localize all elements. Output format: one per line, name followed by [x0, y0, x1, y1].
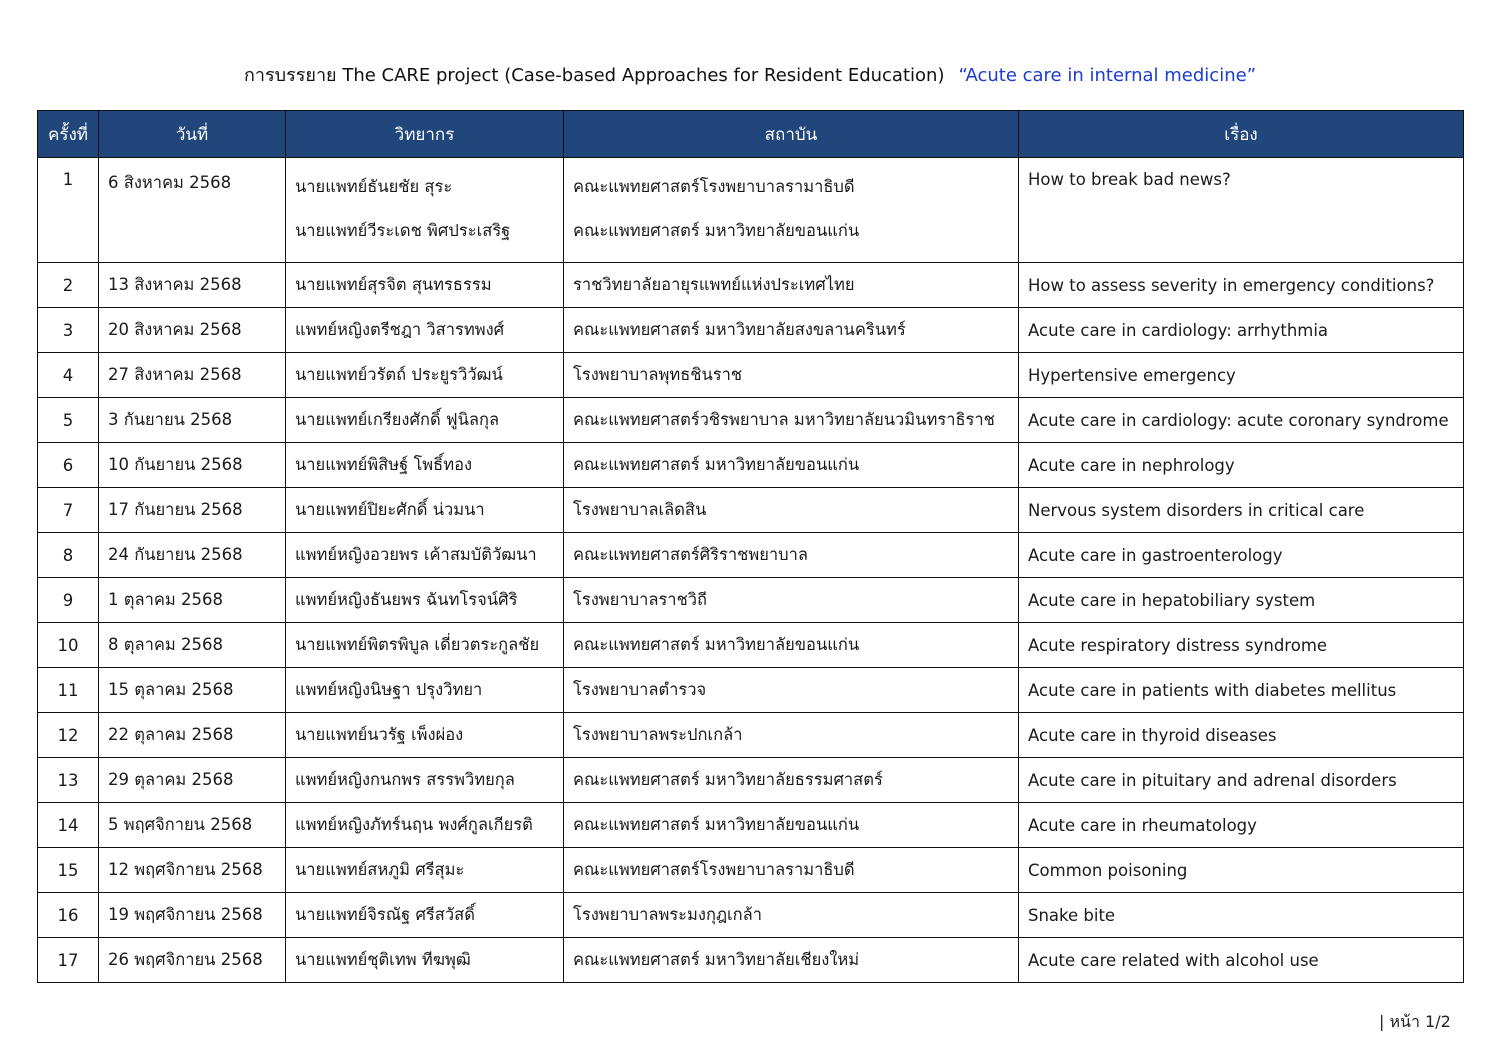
row-topic: Acute care in thyroid diseases — [1019, 713, 1464, 758]
row-date: 6 สิงหาคม 2568 — [99, 158, 286, 263]
row-date: 15 ตุลาคม 2568 — [99, 668, 286, 713]
row-date: 8 ตุลาคม 2568 — [99, 623, 286, 668]
row-date: 29 ตุลาคม 2568 — [99, 758, 286, 803]
row-date: 13 สิงหาคม 2568 — [99, 263, 286, 308]
row-number: 6 — [38, 443, 99, 488]
row-institution: โรงพยาบาลตำรวจ — [564, 668, 1019, 713]
row-institution: ราชวิทยาลัยอายุรแพทย์แห่งประเทศไทย — [564, 263, 1019, 308]
row-institution: คณะแพทยศาสตร์ มหาวิทยาลัยเชียงใหม่ — [564, 938, 1019, 983]
row-institution: คณะแพทยศาสตร์ มหาวิทยาลัยขอนแก่น — [564, 623, 1019, 668]
row-date: 3 กันยายน 2568 — [99, 398, 286, 443]
row-institution: โรงพยาบาลเลิดสิน — [564, 488, 1019, 533]
row-number: 3 — [38, 308, 99, 353]
row-institution: คณะแพทยศาสตร์ มหาวิทยาลัยสงขลานครินทร์ — [564, 308, 1019, 353]
row-topic: Acute care in hepatobiliary system — [1019, 578, 1464, 623]
table-row — [38, 578, 1464, 623]
table-row — [38, 158, 1464, 263]
table-header-row — [38, 111, 1464, 158]
row-topic: Hypertensive emergency — [1019, 353, 1464, 398]
table-row — [38, 488, 1464, 533]
row-topic: Snake bite — [1019, 893, 1464, 938]
row-number: 11 — [38, 668, 99, 713]
table-row — [38, 893, 1464, 938]
row-speaker: แพทย์หญิงอวยพร เค้าสมบัติวัฒนา — [286, 533, 564, 578]
row-speaker: แพทย์หญิงตรีชฎา วิสารทพงศ์ — [286, 308, 564, 353]
row-number: 13 — [38, 758, 99, 803]
table-row — [38, 533, 1464, 578]
table-row — [38, 938, 1464, 983]
row-institution: โรงพยาบาลพระปกเกล้า — [564, 713, 1019, 758]
row-topic: Acute care in patients with diabetes mellitus — [1019, 668, 1464, 713]
row-number: 4 — [38, 353, 99, 398]
table-row — [38, 353, 1464, 398]
row-number: 5 — [38, 398, 99, 443]
row-speaker: แพทย์หญิงนิษฐา ปรุงวิทยา — [286, 668, 564, 713]
row-topic: How to assess severity in emergency conditions? — [1019, 263, 1464, 308]
row-date: 22 ตุลาคม 2568 — [99, 713, 286, 758]
table-row — [38, 263, 1464, 308]
row-institution: คณะแพทยศาสตร์ มหาวิทยาลัยขอนแก่น — [564, 803, 1019, 848]
title-accent: “Acute care in internal medicine” — [958, 65, 1257, 86]
row-date: 19 พฤศจิกายน 2568 — [99, 893, 286, 938]
table-row — [38, 398, 1464, 443]
row-date: 26 พฤศจิกายน 2568 — [99, 938, 286, 983]
row-institution — [564, 158, 1019, 263]
row-number: 15 — [38, 848, 99, 893]
row-topic: Acute care in rheumatology — [1019, 803, 1464, 848]
row-speaker: นายแพทย์พิตรพิบูล เดี่ยวตระกูลชัย — [286, 623, 564, 668]
row-topic: Common poisoning — [1019, 848, 1464, 893]
row-date: 1 ตุลาคม 2568 — [99, 578, 286, 623]
row-speaker: แพทย์หญิงกนกพร สรรพวิทยกุล — [286, 758, 564, 803]
row-speaker: นายแพทย์ปิยะศักดิ์ น่วมนา — [286, 488, 564, 533]
row-speaker: นายแพทย์จิรณัฐ ศรีสวัสดิ์ — [286, 893, 564, 938]
row-topic: Acute care in pituitary and adrenal disorders — [1019, 758, 1464, 803]
row-number: 7 — [38, 488, 99, 533]
row-speaker: นายแพทย์ชุติเทพ ทีฆพุฒิ — [286, 938, 564, 983]
row-number: 16 — [38, 893, 99, 938]
table-row — [38, 668, 1464, 713]
row-number: 14 — [38, 803, 99, 848]
table-row — [38, 758, 1464, 803]
row-date: 17 กันยายน 2568 — [99, 488, 286, 533]
row-topic: Acute respiratory distress syndrome — [1019, 623, 1464, 668]
row-number: 10 — [38, 623, 99, 668]
row-number: 2 — [38, 263, 99, 308]
row-date: 12 พฤศจิกายน 2568 — [99, 848, 286, 893]
table-body — [38, 158, 1464, 983]
row-topic: Acute care in cardiology: acute coronary syndrome — [1019, 398, 1464, 443]
table-row — [38, 713, 1464, 758]
row-speaker: นายแพทย์นวรัฐ เพ็งผ่อง — [286, 713, 564, 758]
row-topic: Acute care related with alcohol use — [1019, 938, 1464, 983]
row-institution: คณะแพทยศาสตร์วชิรพยาบาล มหาวิทยาลัยนวมินทราธิราช — [564, 398, 1019, 443]
row-topic: Nervous system disorders in critical care — [1019, 488, 1464, 533]
row-institution: คณะแพทยศาสตร์ มหาวิทยาลัยขอนแก่น — [564, 443, 1019, 488]
row-number: 9 — [38, 578, 99, 623]
row-institution: โรงพยาบาลพระมงกุฎเกล้า — [564, 893, 1019, 938]
row-speaker-line: นายแพทย์ธันยชัย สุระ — [295, 177, 453, 196]
row-speaker: แพทย์หญิงธันยพร ฉันทโรจน์ศิริ — [286, 578, 564, 623]
page-number: | หน้า 1/2 — [1379, 1012, 1451, 1031]
row-institution: โรงพยาบาลพุทธชินราช — [564, 353, 1019, 398]
column-header-date: วันที่ — [99, 111, 286, 158]
row-speaker: นายแพทย์วรัตถ์ ประยูรวิวัฒน์ — [286, 353, 564, 398]
row-topic: Acute care in cardiology: arrhythmia — [1019, 308, 1464, 353]
row-number: 8 — [38, 533, 99, 578]
column-header-speaker: วิทยากร — [286, 111, 564, 158]
table-row — [38, 848, 1464, 893]
column-header-institution: สถาบัน — [564, 111, 1019, 158]
row-institution: โรงพยาบาลราชวิถี — [564, 578, 1019, 623]
table-row — [38, 443, 1464, 488]
row-institution: คณะแพทยศาสตร์โรงพยาบาลรามาธิบดี — [564, 848, 1019, 893]
row-speaker: นายแพทย์สุรจิต สุนทรธรรม — [286, 263, 564, 308]
row-speaker: แพทย์หญิงภัทร์นฤน พงศ์กูลเกียรติ — [286, 803, 564, 848]
row-speaker: นายแพทย์พิสิษฐ์ โพธิ์ทอง — [286, 443, 564, 488]
lecture-schedule-table — [37, 110, 1464, 983]
row-institution-line: คณะแพทยศาสตร์ มหาวิทยาลัยขอนแก่น — [573, 221, 860, 240]
row-institution-line: คณะแพทยศาสตร์โรงพยาบาลรามาธิบดี — [573, 177, 855, 196]
row-speaker: นายแพทย์เกรียงศักดิ์ ฟูนิลกุล — [286, 398, 564, 443]
row-date: 20 สิงหาคม 2568 — [99, 308, 286, 353]
row-institution: คณะแพทยศาสตร์ศิริราชพยาบาล — [564, 533, 1019, 578]
row-number: 12 — [38, 713, 99, 758]
row-topic: How to break bad news? — [1019, 158, 1464, 263]
row-topic: Acute care in gastroenterology — [1019, 533, 1464, 578]
row-speaker: นายแพทย์สหภูมิ ศรีสุมะ — [286, 848, 564, 893]
row-institution: คณะแพทยศาสตร์ มหาวิทยาลัยธรรมศาสตร์ — [564, 758, 1019, 803]
row-speaker — [286, 158, 564, 263]
document-title — [0, 60, 1500, 89]
row-date: 27 สิงหาคม 2568 — [99, 353, 286, 398]
column-header-no: ครั้งที่ — [38, 111, 99, 158]
table-row — [38, 623, 1464, 668]
row-date: 10 กันยายน 2568 — [99, 443, 286, 488]
row-topic: Acute care in nephrology — [1019, 443, 1464, 488]
row-number: 17 — [38, 938, 99, 983]
title-text: การบรรยาย The CARE project (Case-based Approaches for Resident Education) — [243, 65, 945, 86]
table-row — [38, 803, 1464, 848]
row-date: 24 กันยายน 2568 — [99, 533, 286, 578]
table-row — [38, 308, 1464, 353]
row-number: 1 — [38, 158, 99, 263]
column-header-topic: เรื่อง — [1019, 111, 1464, 158]
row-date: 5 พฤศจิกายน 2568 — [99, 803, 286, 848]
row-speaker-line: นายแพทย์วีระเดช พิศประเสริฐ — [295, 221, 511, 240]
